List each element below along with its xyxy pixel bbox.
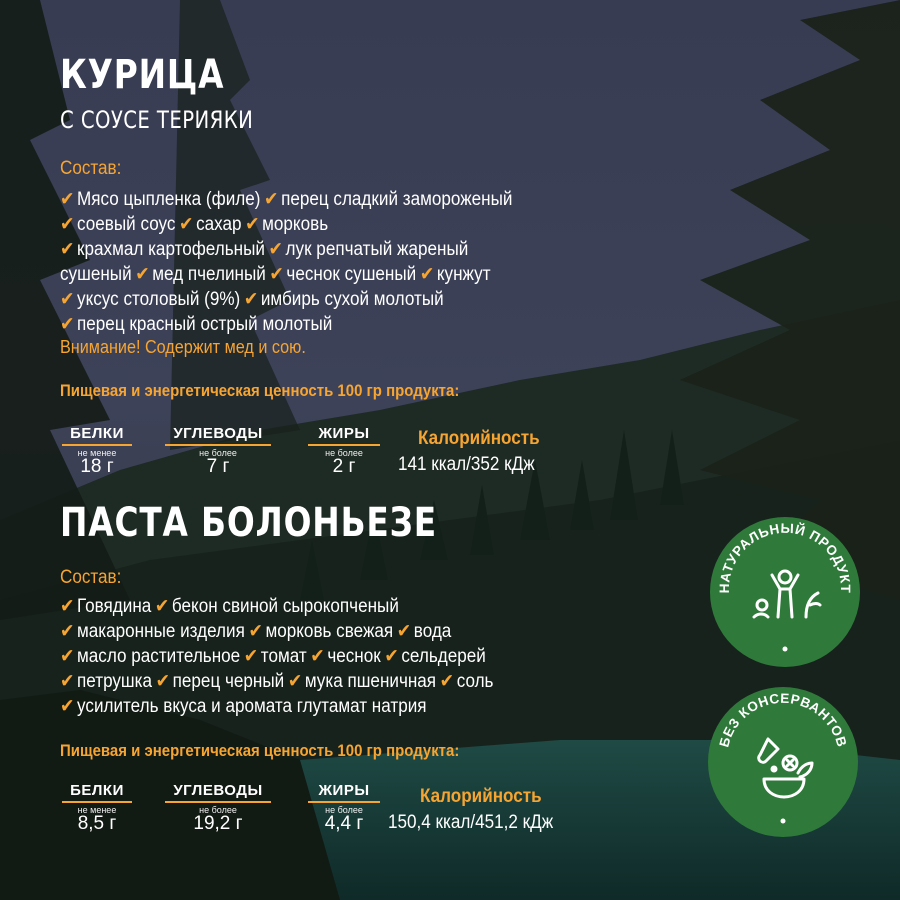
check-icon: ✔ (243, 646, 259, 667)
check-icon: ✔ (439, 671, 455, 692)
ingredient-item: чеснок сушеный (286, 264, 417, 285)
product2-macro-carbs (165, 782, 271, 835)
macro-note: не менее (77, 805, 117, 815)
macro-label: УГЛЕВОДЫ (173, 782, 263, 799)
macro-underline (165, 801, 271, 803)
ingredient-line (60, 644, 497, 669)
ingredient-line (60, 594, 497, 619)
natural-product-badge-text: НАТУРАЛЬНЫЙ ПРОДУКТ (716, 520, 854, 594)
person-sprout-icon (754, 571, 820, 617)
ingredient-item: Говядина (77, 596, 152, 617)
product1-warning: Внимание! Содержит мед и сою. (60, 337, 306, 357)
macro-note: не более (199, 805, 237, 815)
check-icon: ✔ (287, 671, 303, 692)
product1-macro-fat (308, 425, 380, 478)
ingredient-item: мед пчелиный (152, 264, 266, 285)
macro-value: 19,2 г (193, 813, 243, 834)
calories-label: Калорийность (420, 786, 542, 807)
macro-underline (62, 444, 132, 446)
check-icon: ✔ (60, 596, 75, 617)
check-icon: ✔ (269, 264, 284, 285)
macro-note: не более (325, 805, 363, 815)
ingredient-line (60, 619, 497, 644)
no-preservatives-badge-text: БЕЗ КОНСЕРВАНТОВ (716, 690, 850, 749)
check-icon: ✔ (245, 214, 260, 235)
test-tube-bowl-icon (759, 739, 812, 797)
check-icon: ✔ (60, 289, 75, 310)
macro-underline (165, 444, 271, 446)
ingredient-item: крахмал картофельный (77, 239, 265, 260)
ingredient-item: макаронные изделия (77, 621, 245, 642)
check-icon: ✔ (60, 696, 75, 717)
product1-composition-label: Состав: (60, 158, 122, 179)
ingredient-item: бекон свиной сырокопченый (171, 596, 399, 617)
product1-calories (398, 428, 553, 476)
macro-underline (308, 444, 380, 446)
ingredient-item: вода (413, 621, 452, 642)
macro-underline (308, 801, 380, 803)
ingredient-item: Мясо цыпленка (филе) (77, 189, 261, 210)
ingredient-line (60, 287, 516, 312)
ingredient-item: масло растительное (77, 646, 241, 667)
product1-nutrition-header: Пищевая и энергетическая ценность 100 гр продукта: (60, 381, 460, 400)
natural-product-badge (710, 517, 860, 667)
check-icon: ✔ (60, 671, 75, 692)
product2-ingredients (60, 594, 497, 719)
ingredient-item: кунжут (436, 264, 491, 285)
product1-macro-protein (62, 425, 132, 478)
check-icon: ✔ (60, 239, 75, 260)
ingredient-item: усилитель вкуса и аромата глутамат натрия (77, 696, 427, 717)
ingredient-item: уксус столовый (9%) (77, 289, 241, 310)
ingredient-item: лук репчатый жареный (285, 239, 469, 260)
ingredient-line (60, 212, 516, 237)
ingredient-line (60, 262, 516, 287)
product2-composition-label: Состав: (60, 567, 122, 588)
no-preservatives-badge (708, 687, 858, 837)
macro-note: не более (325, 448, 363, 458)
ingredient-item: чеснок (327, 646, 381, 667)
macro-label: ЖИРЫ (318, 782, 370, 799)
product2-macro-fat (308, 782, 380, 835)
macro-value: 4,4 г (324, 813, 364, 834)
macro-label: БЕЛКИ (70, 782, 124, 799)
check-icon: ✔ (243, 289, 259, 310)
check-icon: ✔ (60, 646, 75, 667)
product2-title: ПАСТА БОЛОНЬЕЗЕ (60, 500, 437, 546)
ingredient-line (60, 669, 497, 694)
check-icon: ✔ (310, 646, 325, 667)
macro-label: ЖИРЫ (318, 425, 370, 442)
ingredient-item: перец красный острый молотый (77, 314, 333, 335)
check-icon: ✔ (60, 214, 75, 235)
ingredient-item: сушеный (60, 264, 132, 285)
check-icon: ✔ (396, 621, 412, 642)
check-icon: ✔ (154, 596, 170, 617)
check-icon: ✔ (60, 314, 75, 335)
ingredient-line (60, 187, 516, 212)
check-icon: ✔ (135, 264, 150, 285)
ingredient-item: морковь свежая (265, 621, 394, 642)
ingredient-line (60, 237, 516, 262)
check-icon: ✔ (419, 264, 435, 285)
product1-subtitle: С СОУСЕ ТЕРИЯКИ (60, 106, 254, 134)
check-icon: ✔ (268, 239, 283, 260)
ingredient-item: морковь (262, 214, 329, 235)
ingredient-item: соевый соус (77, 214, 176, 235)
ingredient-item: сельдерей (401, 646, 486, 667)
check-icon: ✔ (60, 189, 75, 210)
product1-ingredients (60, 187, 516, 337)
macro-label: БЕЛКИ (70, 425, 124, 442)
ingredient-line (60, 312, 516, 337)
macro-underline (62, 801, 132, 803)
ingredient-item: мука пшеничная (304, 671, 437, 692)
ingredient-item: имбирь сухой молотый (260, 289, 444, 310)
macro-label: УГЛЕВОДЫ (173, 425, 263, 442)
macro-value: 7 г (206, 456, 230, 477)
check-icon: ✔ (384, 646, 399, 667)
ingredient-item: перец сладкий замороженый (281, 189, 513, 210)
dot-icon (783, 647, 788, 652)
calories-label: Калорийность (418, 428, 540, 449)
macro-note: не более (199, 448, 237, 458)
macro-value: 2 г (332, 456, 356, 477)
calories-value: 141 ккал/352 кДж (398, 454, 535, 475)
calories-value: 150,4 ккал/451,2 кДж (388, 812, 554, 833)
product1-macro-carbs (165, 425, 271, 478)
check-icon: ✔ (248, 621, 263, 642)
macro-value: 8,5 г (77, 813, 117, 834)
ingredient-item: петрушка (77, 671, 153, 692)
check-icon: ✔ (60, 621, 75, 642)
dot-icon (781, 819, 786, 824)
product2-calories (388, 786, 572, 834)
ingredient-item: сахар (196, 214, 242, 235)
check-icon: ✔ (264, 189, 279, 210)
check-icon: ✔ (155, 671, 170, 692)
check-icon: ✔ (179, 214, 194, 235)
ingredient-item: томат (260, 646, 307, 667)
ingredient-item: перец черный (172, 671, 285, 692)
macro-value: 18 г (80, 456, 114, 477)
macro-note: не менее (77, 448, 117, 458)
product1-title: КУРИЦА (60, 52, 225, 98)
ingredient-line (60, 694, 497, 719)
ingredient-item: соль (456, 671, 494, 692)
product2-macro-protein (62, 782, 132, 835)
product2-nutrition-header: Пищевая и энергетическая ценность 100 гр продукта: (60, 741, 460, 760)
